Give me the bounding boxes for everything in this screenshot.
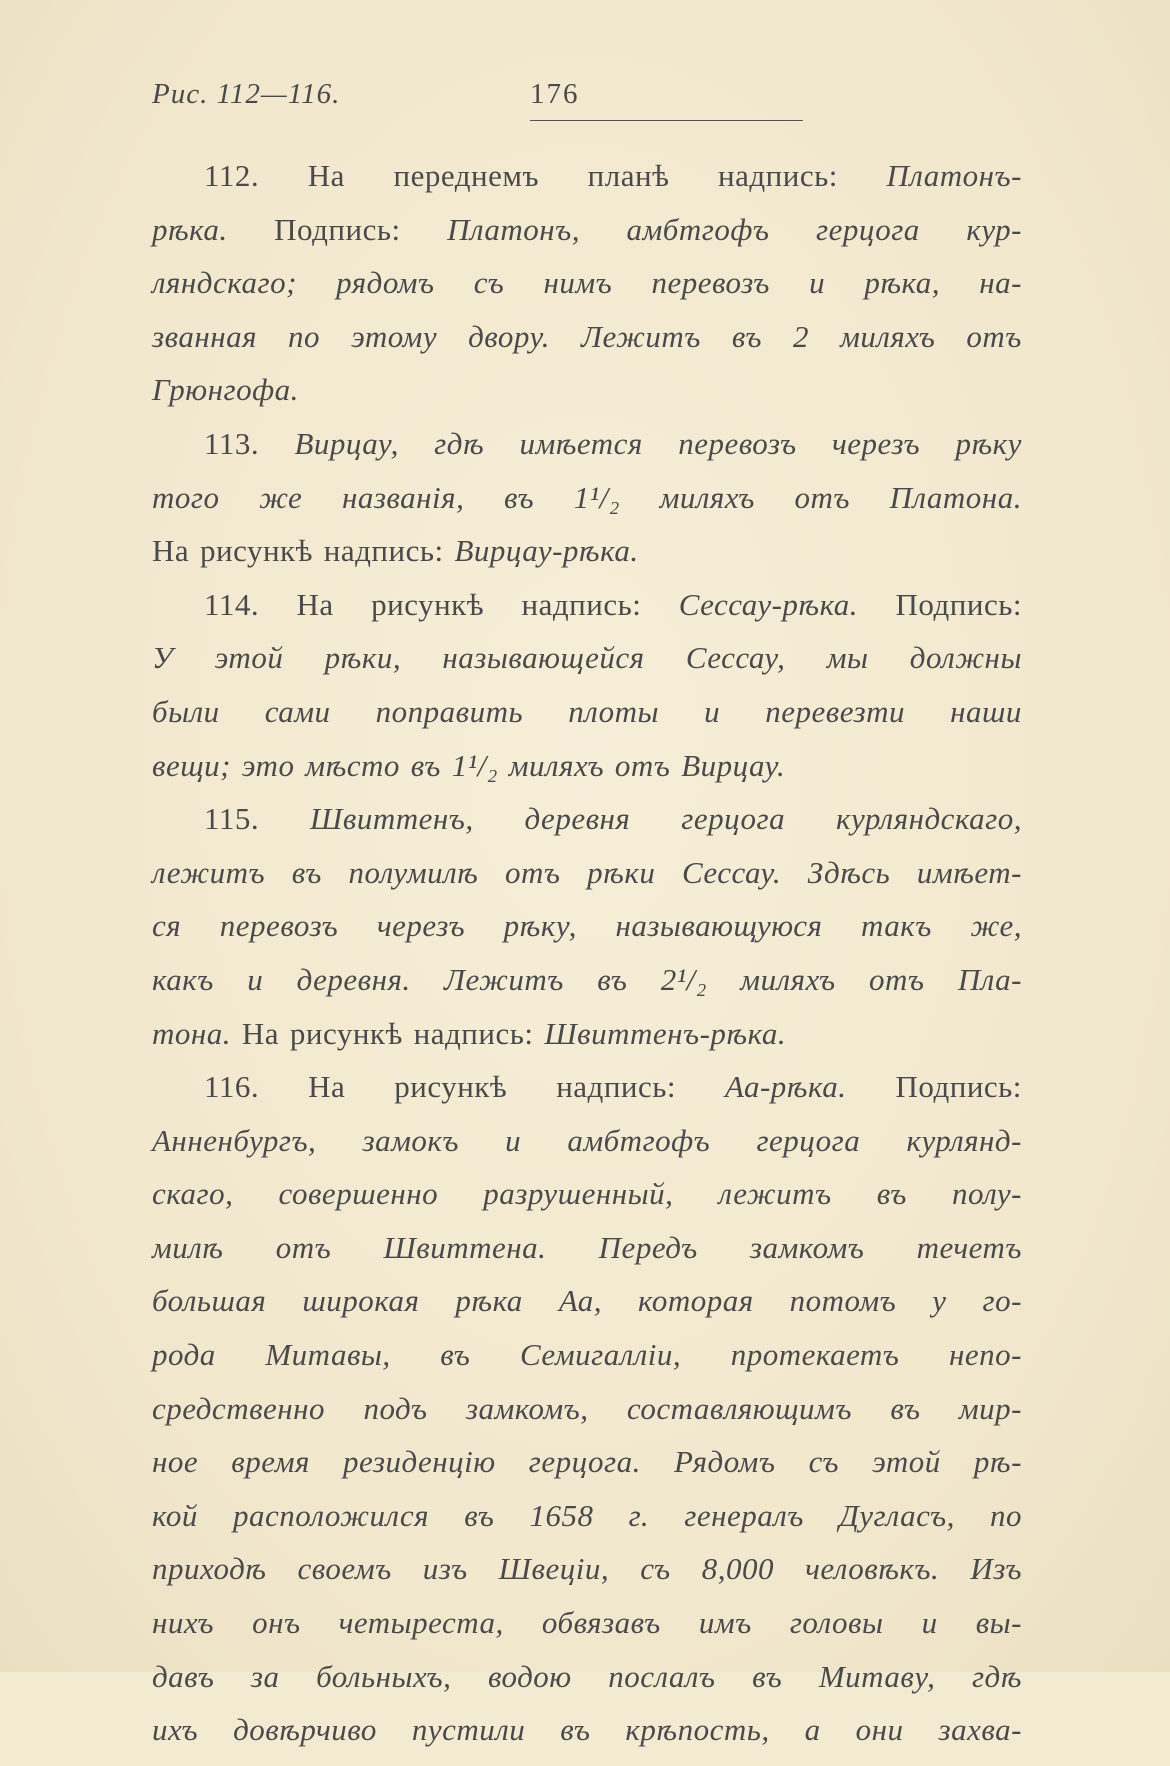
word: курлянд- — [906, 1122, 1022, 1158]
word: герцога — [756, 1122, 861, 1158]
word: тона. — [152, 1015, 232, 1051]
word: перевозъ — [651, 265, 770, 301]
entry-number: 112. — [204, 158, 260, 193]
word: Сессау, — [685, 640, 786, 676]
header-rule — [530, 120, 803, 121]
text-line — [152, 372, 1022, 426]
word: въ — [752, 1658, 783, 1694]
running-head: Рис. 112—116. — [152, 78, 341, 110]
word: гдѣ — [434, 425, 485, 461]
word: какъ — [152, 961, 214, 997]
text-line — [152, 533, 1022, 587]
text-line — [152, 426, 1022, 480]
word: На — [308, 1069, 346, 1105]
word: 2¹/₂ — [660, 961, 707, 997]
word: резиденцію — [343, 1444, 496, 1480]
entry-number: 114. — [204, 586, 260, 622]
word: рядомъ — [336, 265, 435, 301]
text-line — [152, 1659, 1022, 1713]
word: давъ — [152, 1658, 215, 1694]
word: перевозъ — [219, 908, 339, 944]
text-line — [152, 1283, 1022, 1337]
word: Лежитъ — [581, 318, 701, 354]
word: 1¹/₂ — [573, 479, 620, 515]
word: деревня. — [296, 961, 411, 997]
word: изъ — [422, 1551, 468, 1587]
word: герцога — [681, 801, 786, 837]
word: протекаетъ — [730, 1337, 900, 1373]
word: рисункѣ — [371, 586, 485, 622]
word: мѣсто — [305, 747, 400, 783]
word: Сессау-рѣка. — [678, 586, 859, 622]
word: рѣки, — [324, 640, 402, 676]
text-line — [152, 1016, 1022, 1070]
word: Платонъ- — [886, 158, 1022, 193]
word: этой — [214, 640, 284, 676]
word: подъ — [363, 1390, 428, 1426]
word: скаго, — [152, 1176, 234, 1212]
word: 1¹/₂ — [451, 747, 498, 783]
body-text — [152, 158, 1022, 1766]
word: непо- — [948, 1337, 1022, 1373]
word: Митаву, — [818, 1658, 936, 1694]
word: рисункѣ — [200, 533, 313, 569]
word: Здѣсь — [807, 854, 891, 890]
word: и — [921, 1605, 938, 1641]
word: Лежитъ — [444, 961, 564, 997]
word: го- — [982, 1283, 1022, 1319]
text-line — [152, 1551, 1022, 1605]
text-line — [152, 1712, 1022, 1766]
word: Подпись: — [274, 211, 401, 247]
word: приходѣ — [152, 1551, 267, 1587]
word: Сессау. — [682, 854, 782, 890]
text-line — [152, 265, 1022, 319]
word: У — [152, 640, 174, 676]
word: 8,000 — [701, 1551, 774, 1587]
word: довѣрчиво — [233, 1712, 377, 1748]
word: рѣку — [955, 425, 1022, 461]
word: за — [250, 1658, 280, 1694]
word: въ — [560, 1712, 591, 1748]
word: отъ — [614, 747, 671, 783]
text-line — [152, 1391, 1022, 1445]
word: кой — [152, 1497, 198, 1533]
word: этой — [872, 1444, 941, 1480]
word: ся — [152, 908, 182, 944]
word: и — [505, 1122, 522, 1158]
word: лежитъ — [152, 854, 266, 890]
word: надпись: — [556, 1069, 677, 1105]
word: миляхъ — [508, 747, 605, 783]
word: рѣку, — [503, 908, 577, 944]
word: рѣка — [455, 1283, 523, 1319]
text-line — [152, 1230, 1022, 1284]
word: вещи; — [152, 747, 231, 783]
word: переднемъ — [393, 158, 540, 193]
word: Вирцау. — [681, 747, 786, 783]
word: течетъ — [916, 1229, 1022, 1265]
word: называющуюся — [615, 908, 823, 944]
word: имѣет- — [916, 854, 1022, 890]
word: курляндскаго, — [836, 801, 1022, 837]
word: нихъ — [152, 1605, 214, 1641]
word: вы- — [975, 1605, 1022, 1641]
word: отъ — [505, 854, 561, 890]
word: же — [259, 479, 303, 515]
text-line — [152, 319, 1022, 373]
word: въ — [503, 479, 535, 515]
word: на- — [979, 265, 1022, 301]
word: Аа-рѣка. — [725, 1069, 847, 1105]
text-line — [152, 694, 1022, 748]
word: черезъ — [376, 908, 466, 944]
word: миляхъ — [840, 318, 936, 354]
word: рѣ- — [973, 1444, 1022, 1480]
word: миляхъ — [659, 479, 755, 515]
word: Подпись: — [895, 586, 1022, 622]
word: рода — [152, 1337, 216, 1373]
word: и — [809, 265, 826, 301]
word: и — [247, 961, 264, 997]
page-number: 176 — [530, 78, 580, 110]
word: въ — [291, 854, 322, 890]
word: Вирцау-рѣка. — [454, 533, 639, 569]
word: На — [241, 1015, 280, 1051]
word: г. — [628, 1497, 650, 1533]
word: наши — [950, 693, 1022, 729]
word: герцога. — [528, 1444, 641, 1480]
word: онъ — [252, 1605, 301, 1641]
word: крѣпость, — [625, 1712, 770, 1748]
text-line — [152, 1123, 1022, 1177]
word: кур- — [966, 211, 1022, 247]
word: время — [231, 1444, 310, 1480]
text-line — [152, 158, 1022, 212]
word: четыреста, — [338, 1605, 504, 1641]
text-line — [152, 962, 1022, 1016]
word: Анненбургъ, — [152, 1122, 317, 1158]
word: обвязавъ — [541, 1605, 661, 1641]
word: отъ — [868, 961, 925, 997]
word: Митавы, — [265, 1337, 391, 1373]
word: разрушенный, — [483, 1176, 674, 1212]
word: Платонъ, — [447, 211, 581, 247]
word: Подпись: — [895, 1069, 1022, 1105]
word: въ — [731, 318, 763, 354]
word: рѣка, — [864, 265, 941, 301]
word: въ — [464, 1497, 495, 1533]
text-line — [152, 1605, 1022, 1659]
word: званная — [152, 318, 258, 354]
word: по — [990, 1497, 1022, 1533]
word: этому — [351, 318, 438, 354]
text-line — [152, 908, 1022, 962]
word: надпись: — [521, 586, 642, 622]
word: послалъ — [608, 1658, 716, 1694]
word: должны — [909, 640, 1022, 676]
word: въ — [440, 1337, 471, 1373]
word: а — [804, 1712, 821, 1748]
text-line — [152, 1498, 1022, 1552]
word: такъ — [861, 908, 932, 944]
word: имъ — [698, 1605, 752, 1641]
word: Грюнгофа. — [152, 372, 299, 408]
word: планѣ — [587, 158, 670, 193]
word: отъ — [275, 1229, 332, 1265]
word: мы — [826, 640, 869, 676]
word: Рядомъ — [673, 1444, 776, 1480]
word: это — [241, 747, 295, 783]
word: рѣки — [587, 854, 656, 890]
word: сами — [264, 693, 331, 729]
word: съ — [808, 1444, 840, 1480]
word: На — [296, 586, 334, 622]
word: въ — [890, 1390, 921, 1426]
word: и — [704, 693, 721, 729]
text-line — [152, 212, 1022, 266]
word: генералъ — [684, 1497, 804, 1533]
word: рисункѣ — [289, 1015, 403, 1051]
word: Швиттена. — [383, 1229, 547, 1265]
word: Швеціи, — [498, 1551, 610, 1587]
text-line — [152, 801, 1022, 855]
word: отъ — [966, 318, 1022, 354]
word: называющейся — [442, 640, 645, 676]
word: въ — [410, 747, 441, 783]
word: Изъ — [970, 1551, 1022, 1587]
text-line — [152, 587, 1022, 641]
word: же, — [970, 908, 1022, 944]
word: На — [307, 158, 345, 193]
word: Передъ — [598, 1229, 698, 1265]
entry-number: 116. — [204, 1069, 260, 1105]
word: лежитъ — [718, 1176, 832, 1212]
text-line — [152, 1069, 1022, 1123]
word: надпись: — [323, 533, 444, 569]
text-line — [152, 1176, 1022, 1230]
text-line — [152, 748, 1022, 802]
word: надпись: — [718, 158, 838, 193]
word: Платона. — [889, 479, 1022, 515]
word: деревня — [524, 801, 631, 837]
word: На — [152, 533, 190, 569]
word: нимъ — [543, 265, 613, 301]
word: полумилѣ — [348, 854, 479, 890]
word: пустили — [411, 1712, 526, 1748]
word: съ — [640, 1551, 671, 1587]
entry-number: 115. — [204, 801, 260, 837]
word: съ — [473, 265, 505, 301]
word: 2 — [793, 318, 810, 354]
word: ляндскаго; — [152, 265, 297, 301]
word: названія, — [341, 479, 465, 515]
entry-number: 113. — [204, 425, 260, 461]
word: Вирцау, — [294, 425, 399, 461]
word: больныхъ, — [316, 1658, 452, 1694]
word: расположился — [233, 1497, 430, 1533]
word: были — [152, 693, 220, 729]
word: двору. — [468, 318, 551, 354]
word: захва- — [938, 1712, 1022, 1748]
word: ное — [152, 1444, 199, 1480]
word: миляхъ — [740, 961, 836, 997]
word: мир- — [958, 1390, 1022, 1426]
word: надпись: — [413, 1015, 534, 1051]
word: совершенно — [278, 1176, 439, 1212]
word: перевезти — [765, 693, 906, 729]
word: потомъ — [789, 1283, 897, 1319]
word: имѣется — [519, 425, 643, 461]
word: амбтгофъ — [626, 211, 770, 247]
word: которая — [638, 1283, 754, 1319]
word: милѣ — [152, 1229, 224, 1265]
word: своемъ — [297, 1551, 392, 1587]
word: ихъ — [152, 1712, 199, 1748]
word: широкая — [302, 1283, 420, 1319]
word: Семигалліи, — [519, 1337, 682, 1373]
word: плоты — [568, 693, 659, 729]
text-line — [152, 1337, 1022, 1391]
word: водою — [487, 1658, 572, 1694]
word: составляющимъ — [626, 1390, 852, 1426]
word: средственно — [152, 1390, 326, 1426]
word: человѣкъ. — [805, 1551, 940, 1587]
text-line — [152, 855, 1022, 909]
word: гдѣ — [971, 1658, 1022, 1694]
word: замокъ — [362, 1122, 459, 1158]
word: по — [288, 318, 321, 354]
word: рисункѣ — [394, 1069, 508, 1105]
word: черезъ — [831, 425, 921, 461]
word: поправить — [375, 693, 524, 729]
word: амбтгофъ — [567, 1122, 711, 1158]
word: отъ — [794, 479, 850, 515]
word: они — [855, 1712, 904, 1748]
text-line — [152, 640, 1022, 694]
word: замкомъ — [749, 1229, 865, 1265]
word: Аа, — [558, 1283, 603, 1319]
word: въ — [876, 1176, 907, 1212]
page-header — [152, 78, 1022, 128]
text-line — [152, 1444, 1022, 1498]
text-line — [152, 480, 1022, 534]
word: Швиттенъ, — [310, 801, 474, 837]
word: полу- — [952, 1176, 1022, 1212]
word: перевозъ — [678, 425, 797, 461]
word: Дугласъ, — [839, 1497, 955, 1533]
word: головы — [789, 1605, 884, 1641]
word: Швиттенъ-рѣка. — [544, 1015, 787, 1051]
word: въ — [597, 961, 628, 997]
word: большая — [152, 1283, 267, 1319]
word: герцога — [815, 211, 920, 247]
word: того — [152, 479, 220, 515]
word: 1658 — [529, 1497, 594, 1533]
word: рѣка. — [152, 211, 228, 247]
word: замкомъ, — [465, 1390, 589, 1426]
word: Пла- — [957, 961, 1022, 997]
word: у — [932, 1283, 947, 1319]
